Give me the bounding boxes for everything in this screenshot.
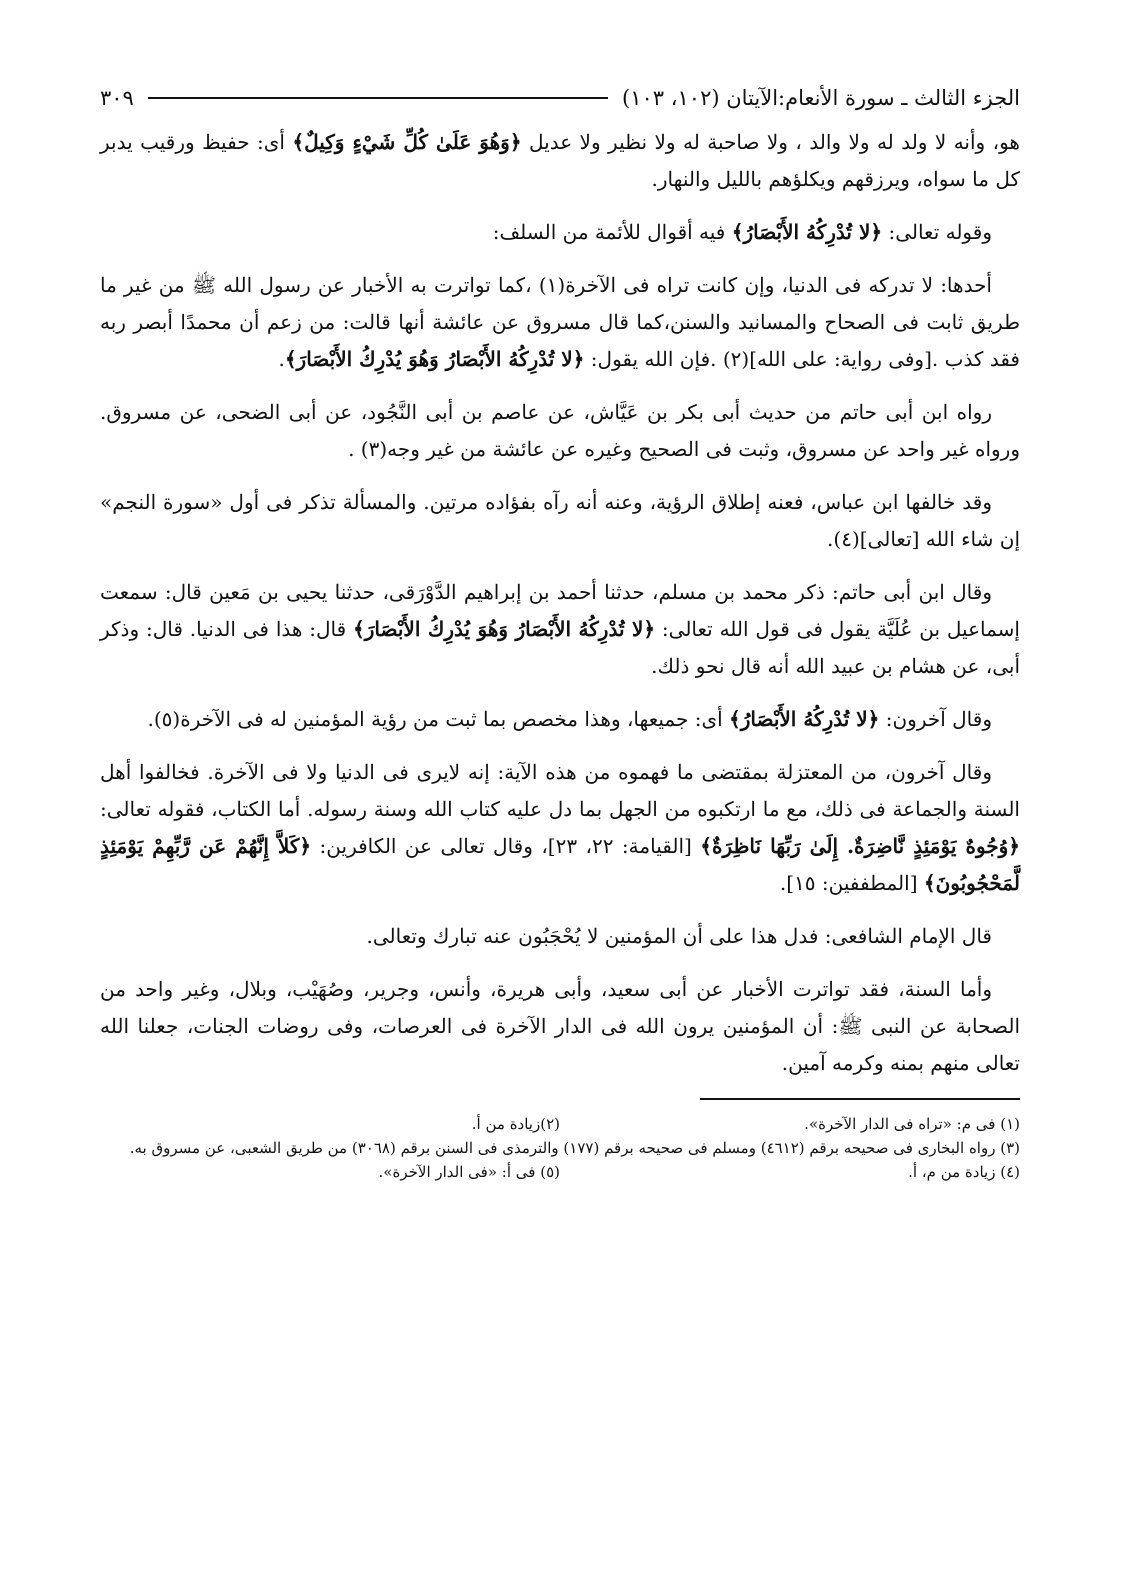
paragraph-text: وقد خالفها ابن عباس، فعنه إطلاق الرؤية، وعنه أنه رآه بفؤاده مرتين. والمسألة تذكر فى أول «سورة النجم» إن شاء الله [تعالى](٤). xyxy=(100,490,1020,551)
page-number: ٣٠٩ xyxy=(100,86,134,110)
quran-verse: ﴿لا تُدْرِكُهُ الأَبْصَارُ﴾ xyxy=(731,220,883,244)
paragraph-text: وقال آخرون: xyxy=(879,707,992,731)
running-header xyxy=(100,78,1020,118)
quran-verse: ﴿وَهُوَ عَلَىٰ كُلِّ شَيْءٍ وَكِيلٌ﴾ xyxy=(292,130,522,154)
header-rule xyxy=(148,97,608,99)
book-page xyxy=(100,78,1020,1184)
paragraph xyxy=(100,971,1020,1082)
paragraph xyxy=(100,574,1020,685)
paragraph-text: أى: حفيظ ورقيب يدبر كل ما سواه، ويرزقهم ويكلؤهم بالليل والنهار. xyxy=(100,130,1020,191)
paragraph-text: أى: جميعها، وهذا مخصص بما ثبت من رؤية المؤمنين له فى الآخرة(٥). xyxy=(147,707,730,731)
paragraph xyxy=(100,701,1020,738)
paragraph-text: [القيامة: ٢٢، ٢٣]، وقال تعالى عن الكافرين: xyxy=(311,834,701,858)
paragraph xyxy=(100,124,1020,198)
footnote-row xyxy=(100,1160,1020,1184)
header-title: الجزء الثالث ـ سورة الأنعام:الآيتان (١٠٢، ١٠٣) xyxy=(622,86,1020,110)
footnote-5: (٥) فى أ: «فى الدار الآخرة». xyxy=(378,1163,560,1181)
paragraph-text: وأما السنة، فقد تواترت الأخبار عن أبى سعيد، وأبى هريرة، وأنس، وجرير، وصُهَيْب، وبلال، وغير واحد من الصحابة عن النبى ﷺ: أن المؤمنين يرون الله فى الدار الآخرة فى العرصات، وفى روضات الجنات، جعلنا الله تعالى منهم بمنه وكرمه آمين. xyxy=(100,977,1020,1075)
quran-verse: ﴿لا تُدْرِكُهُ الأَبْصَارُ وَهُوَ يُدْرِكُ الأَبْصَارَ﴾ xyxy=(353,617,656,641)
footnote-3: (٣) رواه البخارى فى صحيحه برقم (٤٦١٢) ومسلم فى صحيحه برقم (١٧٧) والترمذى فى السنن برقم (٣٠٦٨) من طريق الشعبى، عن مسروق به. xyxy=(129,1139,1020,1157)
paragraph-text: [المطففين: ١٥]. xyxy=(779,871,924,895)
footnotes xyxy=(100,1112,1020,1184)
paragraph-text: رواه ابن أبى حاتم من حديث أبى بكر بن عَيَّاش، عن عاصم بن أبى النَّجُود، عن أبى الضحى، عن مسروق. ورواه غير واحد عن مسروق، وثبت فى الصحيح وغيره عن عائشة من غير وجه(٣) . xyxy=(100,400,1020,461)
paragraph xyxy=(100,754,1020,902)
paragraph-text: قال الإمام الشافعى: فدل هذا على أن المؤمنين لا يُحْجَبُون عنه تبارك وتعالى. xyxy=(366,924,992,948)
quran-verse: ﴿لا تُدْرِكُهُ الأَبْصَارُ﴾ xyxy=(729,707,880,731)
paragraph-text: فيه أقوال للأئمة من السلف: xyxy=(492,220,732,244)
footnote-row xyxy=(100,1136,1020,1160)
footnote-4: (٤) زيادة من م، أ. xyxy=(908,1163,1020,1181)
paragraph-text: وقال ابن أبى حاتم: ذكر محمد بن مسلم، حدثنا أحمد بن إبراهيم الدَّوْرَقى، حدثنا يحيى بن مَعين قال: سمعت إسماعيل بن عُلَيَّة يقول فى قول الله تعالى: xyxy=(100,580,1020,641)
footnote-separator xyxy=(700,1098,1020,1100)
paragraph-text: وقال آخرون، من المعتزلة بمقتضى ما فهموه من هذه الآية: إنه لايرى فى الدنيا ولا فى الآخرة. فخالفوا أهل السنة والجماعة فى ذلك، مع ما ارتكبوه من الجهل بما دل عليه كتاب الله وسنة رسوله. أما الكتاب، فقوله تعالى: xyxy=(100,760,1020,821)
footnote-row xyxy=(100,1112,1020,1136)
paragraph xyxy=(100,394,1020,468)
quran-verse: ﴿وُجُوهٌ يَوْمَئِذٍ نَّاضِرَةٌ. إِلَىٰ رَبِّهَا نَاظِرَةٌ﴾ xyxy=(700,834,1021,858)
quran-verse: ﴿كَلاَّ إِنَّهُمْ عَن رَّبِّهِمْ يَوْمَئِذٍ لَّمَحْجُوبُونَ﴾ xyxy=(100,834,1020,895)
paragraph xyxy=(100,918,1020,955)
paragraph-text: وقوله تعالى: xyxy=(882,220,992,244)
footnote-1: (١) فى م: «تراه فى الدار الآخرة». xyxy=(804,1115,1020,1133)
paragraph-text: أحدها: لا تدركه فى الدنيا، وإن كانت تراه فى الآخرة(١) ،كما تواترت به الأخبار عن رسول الله ﷺ من غير ما طريق ثابت فى الصحاح والمسانيد والسنن،كما قال مسروق عن عائشة أنها قالت: من زعم أن محمدًا أبصر ربه فقد كذب .[وفى رواية: على الله](٢) .فإن الله يقول: xyxy=(100,273,1020,371)
paragraph-text: هو، وأنه لا ولد له ولا والد ، ولا صاحبة له ولا نظير ولا عديل xyxy=(521,130,1020,154)
paragraph xyxy=(100,214,1020,251)
body-text xyxy=(100,124,1020,1082)
footnote-2: (٢)زيادة من أ. xyxy=(471,1115,560,1133)
paragraph-text: . xyxy=(278,347,285,371)
paragraph xyxy=(100,484,1020,558)
paragraph xyxy=(100,267,1020,378)
quran-verse: ﴿لا تُدْرِكُهُ الأَبْصَارُ وَهُوَ يُدْرِكُ الأَبْصَارَ﴾ xyxy=(284,347,585,371)
paragraph-text: قال: هذا فى الدنيا. قال: وذكر أبى، عن هشام بن عبيد الله أنه قال نحو ذلك. xyxy=(100,617,1020,678)
